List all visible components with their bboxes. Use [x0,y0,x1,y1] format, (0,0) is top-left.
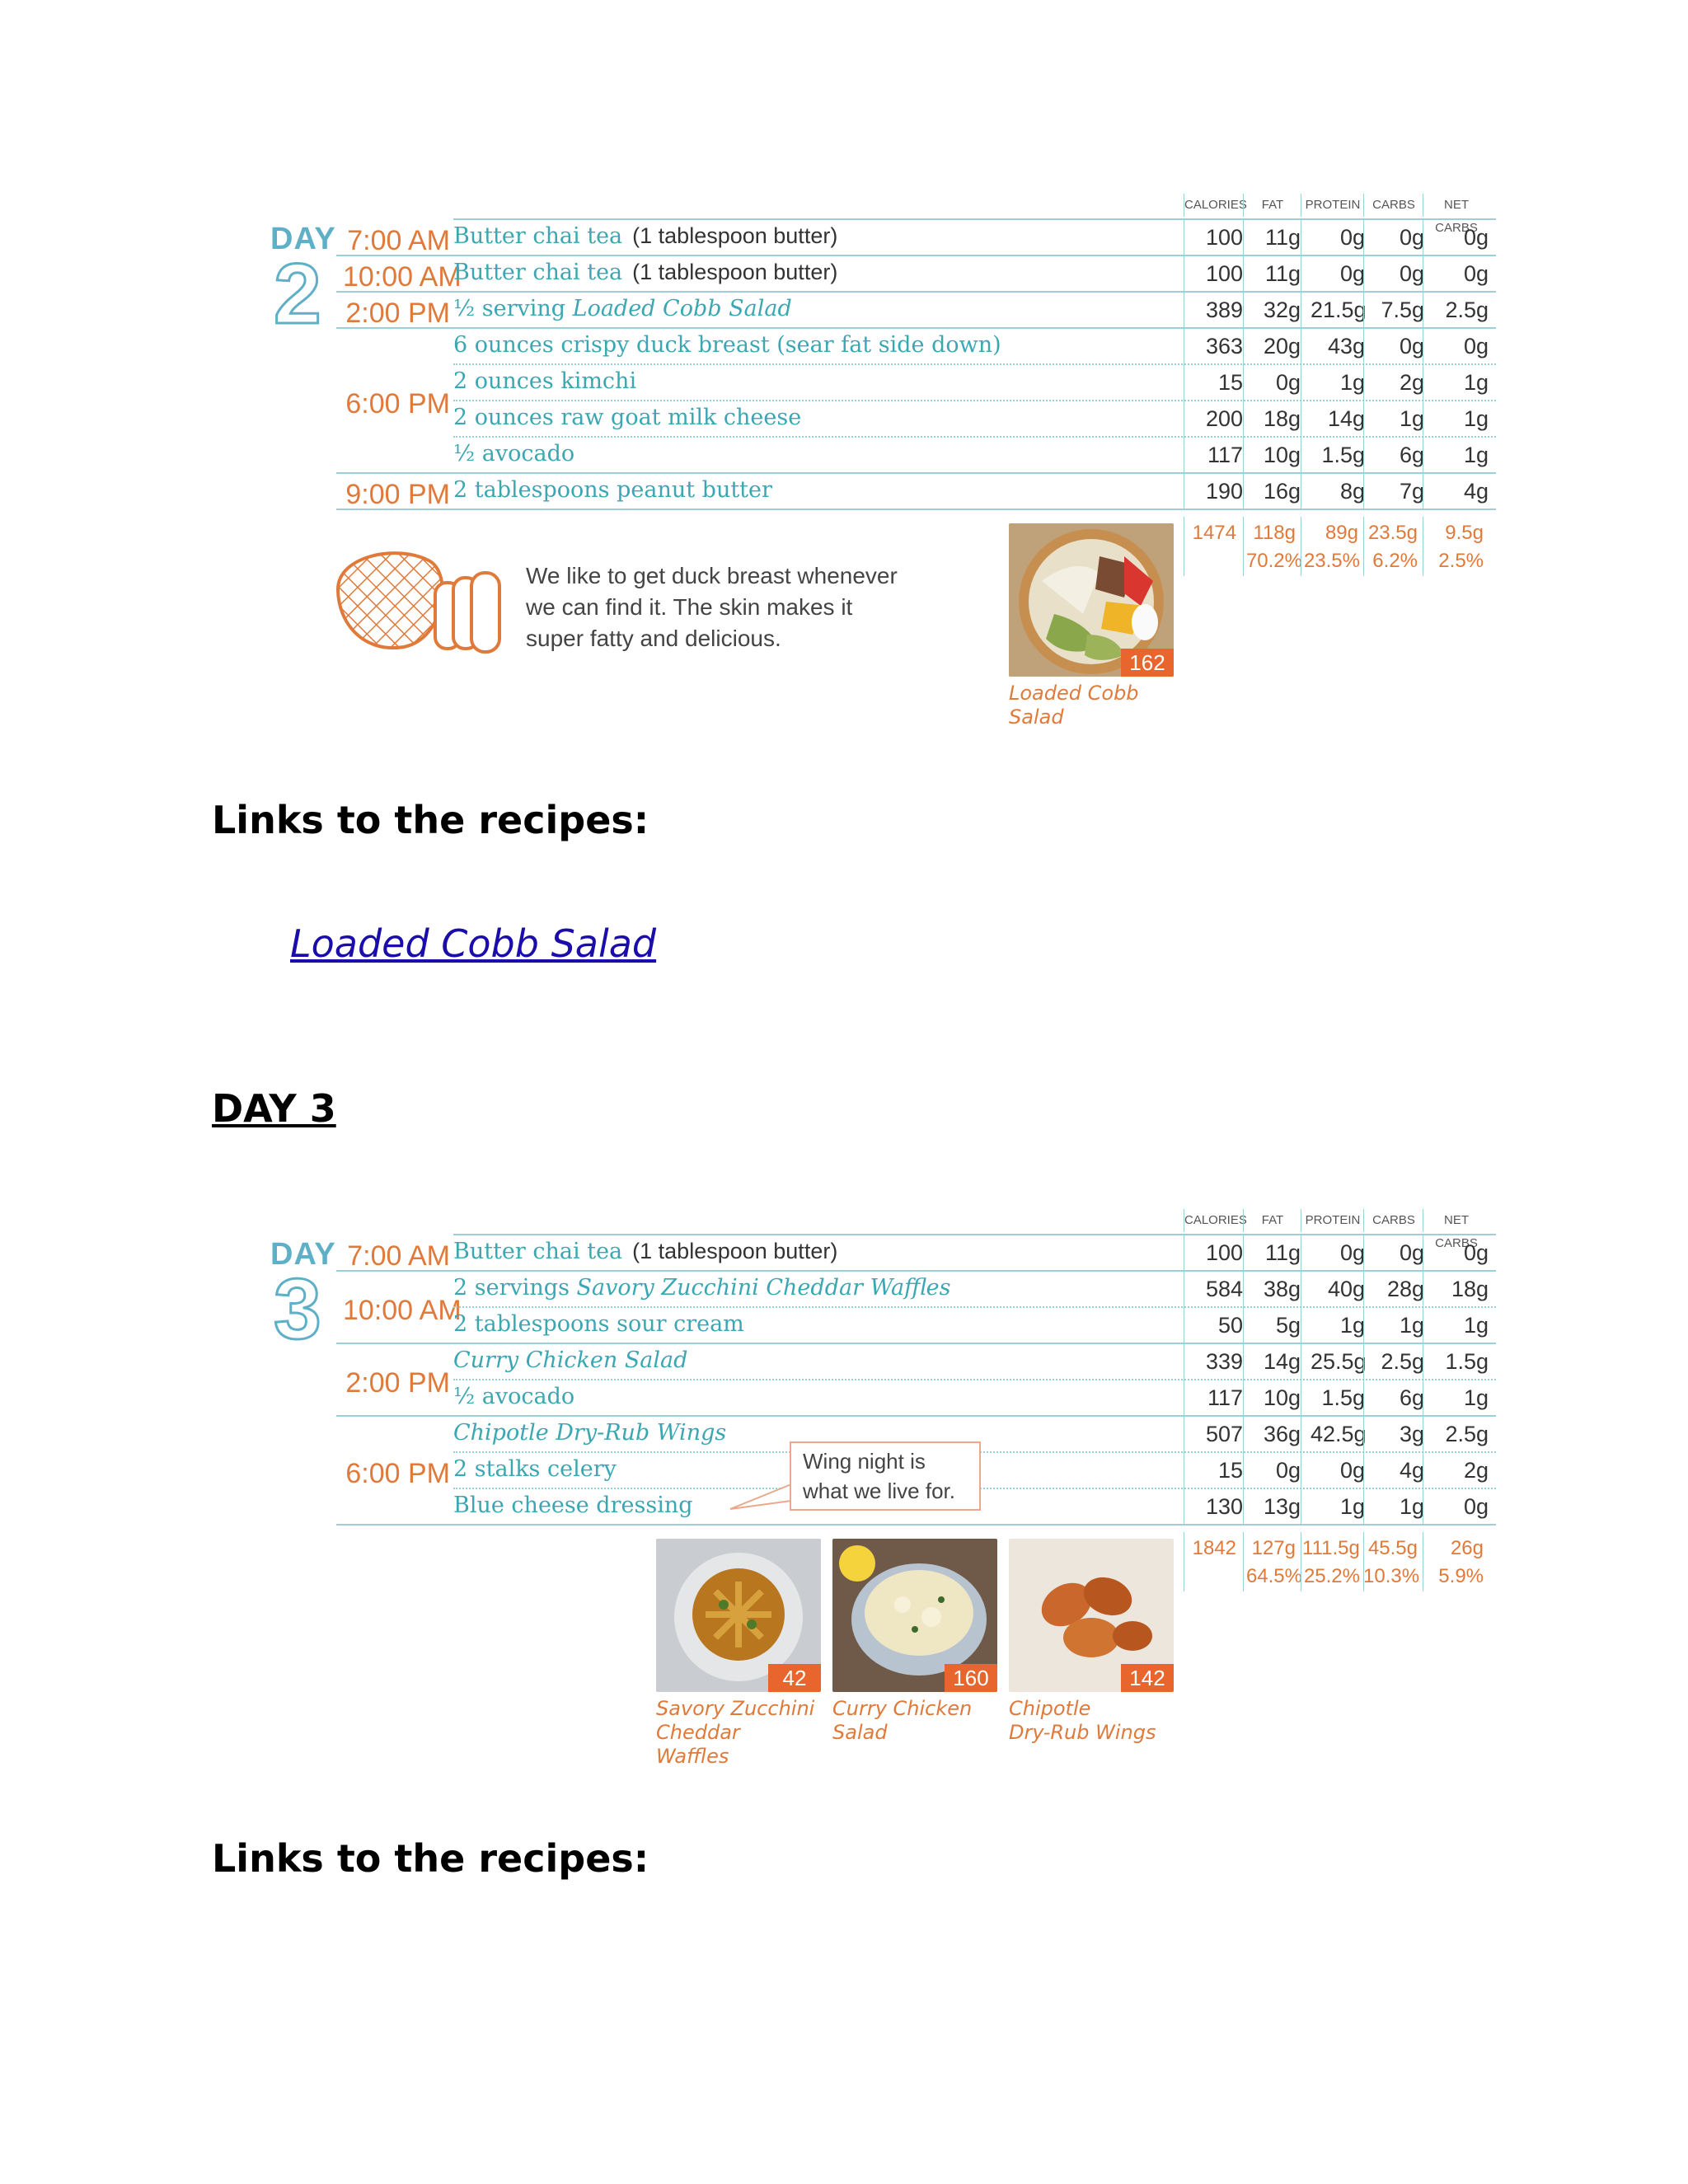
food-item [453,223,837,249]
meal-row [453,293,1496,329]
nutrition-value: 0g [1339,1458,1365,1483]
nutrition-value: 43g [1327,334,1365,359]
time-6pm: 6:00 PM [345,388,450,419]
nutrition-value: 25.5g [1311,1349,1367,1374]
nutrition-value: 0g [1463,334,1489,359]
time-6pm: 6:00 PM [345,1458,450,1489]
food-item [453,296,802,321]
nutrition-value: 14g [1263,1349,1301,1374]
page-badge: 42 [768,1664,821,1692]
time-10am: 10:00 AM [343,261,462,293]
nutrition-value: 130 [1205,1494,1243,1519]
food-text: 2 tablespoons sour cream [453,1311,744,1337]
meal-row [453,329,1496,365]
nutrition-value: 190 [1205,479,1243,504]
nutrition-value: 28g [1386,1277,1424,1301]
food-item [453,368,646,394]
time-2pm: 2:00 PM [345,1367,450,1399]
nutrition-value: 1g [1463,406,1489,431]
nutrition-value: 584 [1205,1277,1243,1301]
nutrition-value: 0g [1399,1240,1424,1265]
recipe-name: Curry Chicken Salad [453,1347,688,1373]
food-item [453,1275,961,1301]
recipe-caption-savory-zucchini-cheddar-waffles: Savory Zucchini Cheddar Waffles [656,1697,815,1768]
food-item [453,1456,626,1482]
nutrition-value: 0g [1339,225,1365,250]
nutrition-values [1193,1380,1497,1417]
food-text: 6 ounces crispy duck breast (sear fat side down) [453,332,1001,358]
nutrition-value: 3g [1399,1422,1424,1446]
nutrition-value: 14g [1327,406,1365,431]
nutrition-value: 2g [1463,1458,1489,1483]
recipe-name: Chipotle Dry-Rub Wings [453,1420,727,1446]
food-text: 2 ounces raw goat milk cheese [453,405,802,430]
nutrition-value: 6g [1399,1385,1424,1410]
recipe-caption-chipotle-dry-rub-wings: Chipotle Dry-Rub Wings [1009,1697,1156,1744]
row-divider [336,509,1496,510]
food-text: 2 tablespoons peanut butter [453,477,772,503]
day2-number: 2 [274,246,321,342]
meal-row [453,401,1496,438]
col-carbs: CARBS [1363,1209,1423,1232]
nutrition-value: 11g [1264,1240,1301,1265]
food-item [453,332,1011,358]
recipe-caption-loaded-cobb-salad: Loaded Cobb Salad [1009,682,1139,729]
nutrition-value: 100 [1205,225,1243,250]
col-net-carbs: NET CARBS [1423,194,1489,217]
nutrition-value: 18g [1451,1277,1489,1301]
nutrition-value: 4g [1463,479,1489,504]
nutrition-value: 200 [1205,406,1243,431]
meal-row [453,256,1496,293]
nutrition-values [1193,365,1497,401]
food-item [453,1420,736,1446]
duck-breast-illustration [330,540,511,663]
nutrition-value: 1g [1339,1494,1365,1519]
page-badge: 160 [945,1664,997,1692]
food-text: 2 servings [453,1275,577,1301]
recipe-thumb-savory-zucchini-cheddar-waffles[interactable] [656,1539,821,1692]
nutrition-value: 0g [1339,1240,1365,1265]
pct-net-carbs: 2.5% [1438,550,1484,572]
meal-row [453,1308,1496,1344]
food-text: Butter chai tea [453,260,623,285]
nutrition-value: 1g [1399,1313,1424,1338]
total-calories: 1474 [1192,522,1236,544]
pct-fat: 70.2% [1245,550,1302,572]
food-text: 2 stalks celery [453,1456,617,1482]
nutrition-value: 2.5g [1381,1349,1424,1374]
nutrition-values [1193,1453,1497,1489]
nutrition-value: 0g [1463,1240,1489,1265]
food-item [453,1311,754,1337]
nutrition-value: 2.5g [1445,298,1489,322]
total-protein: 111.5g [1302,1537,1360,1559]
total-net-carbs: 9.5g [1445,522,1484,544]
nutrition-value: 389 [1205,298,1243,322]
food-item [453,260,837,285]
food-text: Butter chai tea [453,223,623,249]
nutrition-value: 0g [1463,225,1489,250]
nutrition-value: 42.5g [1311,1422,1367,1446]
nutrition-value: 1.5g [1445,1349,1489,1374]
col-calories: CALORIES [1184,194,1244,217]
food-item [453,1493,703,1518]
nutrition-value: 117 [1207,443,1243,467]
day3-number: 3 [274,1262,321,1357]
nutrition-value: 10g [1263,1385,1301,1410]
nutrition-values [1193,256,1497,293]
column-separator [1243,220,1244,510]
nutrition-value: 1g [1339,1313,1365,1338]
day3-heading: DAY 3 [212,1086,336,1131]
food-text: Butter chai tea [453,1239,623,1264]
nutrition-value: 0g [1339,261,1365,286]
meal-row [453,220,1496,256]
col-calories: CALORIES [1184,1209,1244,1232]
nutrition-values [1193,401,1497,438]
total-net-carbs: 26g [1450,1537,1484,1559]
nutrition-value: 11g [1264,225,1301,250]
nutrition-values [1193,474,1497,510]
meal-row [453,474,1496,510]
time-2pm: 2:00 PM [345,298,450,329]
food-item [453,441,584,466]
nutrition-value: 1g [1463,370,1489,395]
nutrition-value: 1g [1463,443,1489,467]
pct-protein: 25.2% [1303,1565,1360,1587]
nutrition-value: 13g [1263,1494,1301,1519]
day2-sidenote: We like to get duck breast whenever we can find it. The skin makes it super fatty and delicious. [526,563,898,651]
total-fat: 118g [1253,522,1296,544]
total-carbs: 45.5g [1367,1537,1418,1559]
food-item [453,1384,584,1409]
nutrition-value: 1g [1463,1385,1489,1410]
nutrition-values [1193,438,1497,474]
total-carbs: 23.5g [1367,522,1418,544]
nutrition-values [1193,1272,1497,1308]
nutrition-value: 1.5g [1321,1385,1365,1410]
column-separator [1363,220,1364,510]
nutrition-value: 339 [1205,1349,1243,1374]
nutrition-value: 1g [1399,1494,1424,1519]
pct-fat: 64.5% [1245,1565,1302,1587]
nutrition-value: 11g [1264,261,1301,286]
food-item [453,1347,697,1373]
nutrition-value: 0g [1399,334,1424,359]
nutrition-value: 4g [1399,1458,1424,1483]
food-note: (1 tablespoon butter) [632,223,838,248]
wing-night-callout: Wing night is what we live for. [790,1441,981,1511]
recipe-thumb-curry-chicken-salad[interactable] [832,1539,997,1692]
nutrition-value: 36g [1263,1422,1301,1446]
recipe-name: Loaded Cobb Salad [572,296,792,321]
nutrition-value: 0g [1399,225,1424,250]
nutrition-value: 10g [1263,443,1301,467]
nutrition-values [1193,329,1497,365]
col-fat: FAT [1243,1209,1301,1232]
nutrition-values [1193,220,1497,256]
nutrition-value: 16g [1263,479,1301,504]
meal-row [453,365,1496,401]
meal-row [453,438,1496,474]
link-loaded-cobb-salad[interactable]: Loaded Cobb Salad [290,921,657,966]
nutrition-value: 5g [1275,1313,1301,1338]
pct-net-carbs: 5.9% [1438,1565,1484,1587]
nutrition-value: 21.5g [1311,298,1367,322]
nutrition-values [1193,1344,1497,1380]
food-text: ½ serving [453,296,573,321]
nutrition-value: 0g [1463,1494,1489,1519]
nutrition-value: 2g [1399,370,1424,395]
food-text: ½ avocado [453,1384,575,1409]
nutrition-value: 50 [1217,1313,1243,1338]
nutrition-value: 7.5g [1381,298,1424,322]
page-badge: 142 [1121,1664,1174,1692]
food-text: 2 ounces kimchi [453,368,637,394]
nutrition-value: 7g [1399,479,1424,504]
meal-row [453,1235,1496,1272]
column-separator [1243,1235,1244,1526]
pct-carbs: 10.3% [1363,1565,1420,1587]
nutrition-value: 15 [1217,370,1243,395]
col-fat: FAT [1243,194,1301,217]
nutrition-value: 1g [1463,1313,1489,1338]
nutrition-value: 0g [1275,1458,1301,1483]
nutrition-values [1193,1417,1497,1453]
nutrition-value: 8g [1339,479,1365,504]
nutrition-value: 6g [1399,443,1424,467]
day2-meal-plan [264,194,1492,738]
col-net-carbs: NET CARBS [1423,1209,1489,1232]
nutrition-value: 0g [1275,370,1301,395]
nutrition-values [1193,293,1497,329]
day2-label: DAY [270,222,336,256]
meal-row [453,1344,1496,1380]
row-divider [336,1524,1496,1526]
total-fat: 127g [1251,1537,1296,1559]
nutrition-value: 100 [1205,1240,1243,1265]
food-note: (1 tablespoon butter) [632,1239,838,1263]
recipe-caption-curry-chicken-salad: Curry Chicken Salad [832,1697,973,1744]
callout-pointer [727,1481,793,1514]
day3-label: DAY [270,1237,336,1272]
time-9pm: 9:00 PM [345,479,450,510]
nutrition-value: 363 [1205,334,1243,359]
nutrition-value: 1.5g [1321,443,1365,467]
page-badge: 162 [1121,649,1174,677]
food-note: (1 tablespoon butter) [632,260,838,284]
nutrition-value: 2.5g [1445,1422,1489,1446]
col-carbs: CARBS [1363,194,1423,217]
col-protein: PROTEIN [1301,194,1364,217]
recipe-name: Savory Zucchini Cheddar Waffles [576,1275,951,1301]
nutrition-value: 507 [1205,1422,1243,1446]
col-protein: PROTEIN [1301,1209,1364,1232]
time-10am: 10:00 AM [343,1295,462,1326]
nutrition-value: 100 [1205,261,1243,286]
day3-meal-plan [264,1209,1492,1769]
total-protein: 89g [1325,522,1358,544]
nutrition-values [1193,1235,1497,1272]
total-calories: 1842 [1192,1537,1236,1559]
nutrition-value: 32g [1263,298,1301,322]
pct-carbs: 6.2% [1372,550,1418,572]
food-item [453,477,782,503]
food-item [453,405,811,430]
links-heading-1: Links to the recipes: [212,798,649,842]
time-7am: 7:00 AM [347,1240,450,1272]
nutrition-value: 0g [1399,261,1424,286]
recipe-thumb-chipotle-dry-rub-wings[interactable] [1009,1539,1174,1692]
nutrition-value: 15 [1217,1458,1243,1483]
nutrition-value: 1g [1339,370,1365,395]
nutrition-values [1193,1308,1497,1344]
nutrition-values [1193,1489,1497,1526]
food-text: Blue cheese dressing [453,1493,693,1518]
nutrition-value: 20g [1263,334,1301,359]
links-heading-2: Links to the recipes: [212,1836,649,1881]
food-item [453,1239,837,1264]
column-separator [1363,1235,1364,1526]
meal-row [453,1272,1496,1308]
nutrition-value: 1g [1399,406,1424,431]
nutrition-value: 38g [1263,1277,1301,1301]
nutrition-value: 40g [1327,1277,1365,1301]
pct-protein: 23.5% [1303,550,1360,572]
nutrition-value: 0g [1463,261,1489,286]
food-text: ½ avocado [453,441,575,466]
time-7am: 7:00 AM [347,225,450,256]
recipe-thumb-loaded-cobb-salad[interactable] [1009,523,1174,677]
nutrition-value: 18g [1263,406,1301,431]
nutrition-value: 117 [1207,1385,1243,1410]
meal-row [453,1380,1496,1417]
